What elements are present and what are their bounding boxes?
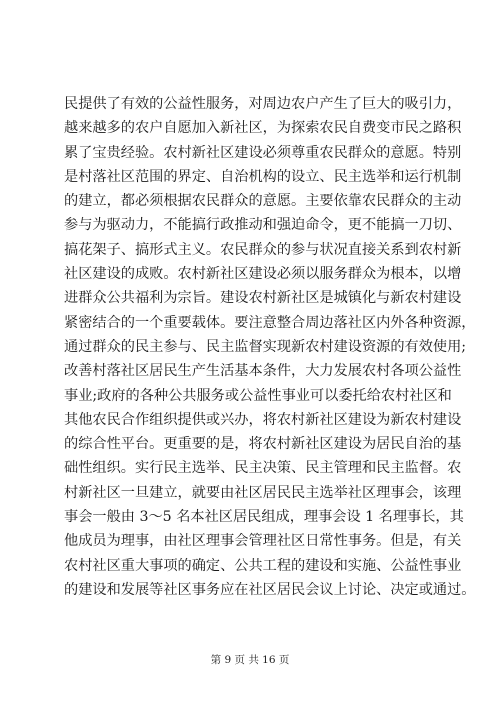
text-line: 改善村落社区居民生产生活基本条件，大力发展农村各项公益性 (64, 363, 462, 380)
page-number-footer: 第 9 页 共 16 页 (210, 654, 290, 666)
text-line: 紧密结合的一个重要载体。要注意整合周边落社区内外各种资源， (64, 314, 476, 331)
text-line: 民提供了有效的公益性服务，对周边农户产生了巨大的吸引力， (64, 96, 462, 112)
text-line: 社区建设的成败。农村新社区建设必须以服务群众为根本，以增 (64, 266, 462, 283)
text-line: 他成员为理事，由社区理事会管理社区日常性事务。但是，有关 (64, 533, 462, 550)
text-line: 事会一般由 3～5 名本社区居民组成，理事会设 1 名理事长，其 (64, 509, 464, 526)
text-line: 是村落社区范围的界定、自治机构的设立、民主选举和运行机制 (64, 168, 462, 185)
text-line: 进群众公共福利为宗旨。建设农村新社区是城镇化与新农村建设 (64, 290, 462, 307)
text-line: 村新社区一旦建立，就要由社区居民民主选举社区理事会，该理 (64, 484, 462, 501)
text-line: 事业;政府的各种公共服务或公益性事业可以委托给农村社区和 (64, 387, 452, 404)
text-line: 础性组织。实行民主选举、民主决策、民主管理和民主监督。农 (64, 460, 462, 477)
text-line: 通过群众的民主参与、民主监督实现新农村建设资源的有效使用; (64, 338, 467, 355)
text-line: 的综合性平台。更重要的是，将农村新社区建设为居民自治的基 (64, 436, 462, 453)
text-line: 参与为驱动力，不能搞行政推动和强迫命令，更不能搞一刀切、 (64, 217, 462, 234)
text-line: 累了宝贵经验。农村新社区建设必须尊重农民群众的意愿。特别 (64, 144, 462, 161)
body-text (64, 92, 476, 602)
text-line: 搞花架子、搞形式主义。农民群众的参与状况直接关系到农村新 (64, 241, 462, 258)
text-line: 农村社区重大事项的确定、公共工程的建设和实施、公益性事业 (64, 557, 462, 574)
text-line: 其他农民合作组织提供或兴办，将农村新社区建设为新农村建设 (64, 411, 462, 428)
text-line: 越来越多的农户自愿加入新社区，为探索农民自费变市民之路积 (64, 120, 462, 137)
text-line: 的建设和发展等社区事务应在社区居民会议上讨论、决定或通过。 (64, 581, 476, 598)
text-line: 的建立，都必须根据农民群众的意愿。主要依靠农民群众的主动 (64, 193, 462, 210)
